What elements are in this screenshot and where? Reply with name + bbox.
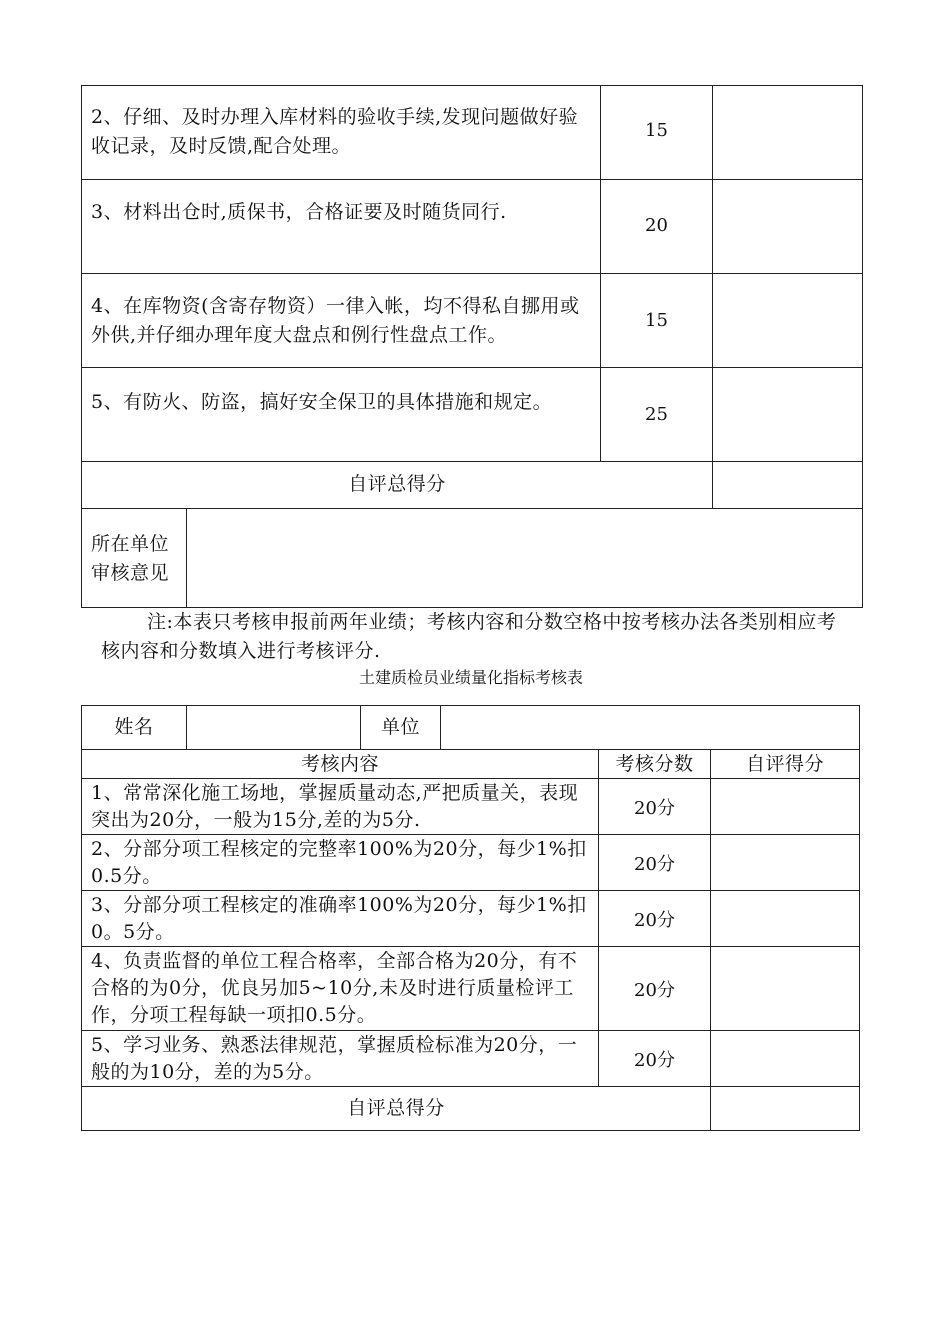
table-row-score: 20: [645, 215, 668, 236]
table-row-score: 20分: [634, 854, 675, 875]
table-note: 注:本表只考核申报前两年业绩；考核内容和分数空格中按考核办法各类别相应考核内容和分数填入进行考核评分.: [101, 611, 837, 662]
table-row-content: 5、有防火、防盗，搞好安全保卫的具体措施和规定。: [91, 391, 553, 413]
header-score: 考核分数: [615, 753, 694, 775]
table-row-content: 2、仔细、及时办理入库材料的验收手续,发现问题做好验收记录，及时反馈,配合处理。: [91, 106, 579, 157]
table-row-score: 20分: [634, 798, 675, 819]
review-opinion-label: 所在单位审核意见: [91, 533, 170, 584]
header-self-score: 自评得分: [745, 753, 824, 775]
table-row-content: 4、在库物资(含寄存物资）一律入帐，均不得私自挪用或外供,并仔细办理年度大盘点和例行性盘点工作。: [91, 295, 580, 346]
table-row-score: 15: [645, 310, 668, 331]
self-total-label: 自评总得分: [348, 473, 446, 495]
table-2-title: 土建质检员业绩量化指标考核表: [358, 668, 583, 687]
table-row-content: 2、分部分项工程核定的完整率100%为20分，每少1%扣0.5分。: [91, 838, 587, 887]
self-total-label: 自评总得分: [347, 1097, 445, 1119]
table-row-content: 1、常常深化施工场地，掌握质量动态,严把质量关，表现突出为20分，一般为15分,差的为5分.: [91, 782, 579, 831]
table-row-score: 20分: [634, 1050, 675, 1071]
table-row-content: 5、学习业务、熟悉法律规范，掌握质检标准为20分，一般的为10分，差的为5分。: [91, 1034, 578, 1083]
unit-label: 单位: [380, 716, 420, 738]
table-row-score: 25: [645, 404, 668, 425]
name-label: 姓名: [114, 716, 154, 738]
table-row-content: 3、分部分项工程核定的准确率100%为20分，每少1%扣0。5分。: [91, 894, 587, 943]
header-content: 考核内容: [300, 753, 379, 775]
table-row-score: 20分: [634, 980, 675, 1001]
table-row-score: 20分: [634, 910, 675, 931]
table-row-score: 15: [645, 120, 668, 141]
table-row-content: 4、负责监督的单位工程合格率，全部合格为20分，有不合格的为0分，优良另加5~10分,未及时进行质量检评工作，分项工程每缺一项扣0.5分。: [91, 950, 578, 1026]
table-row-content: 3、材料出仓时,质保书，合格证要及时随货同行.: [91, 201, 507, 223]
